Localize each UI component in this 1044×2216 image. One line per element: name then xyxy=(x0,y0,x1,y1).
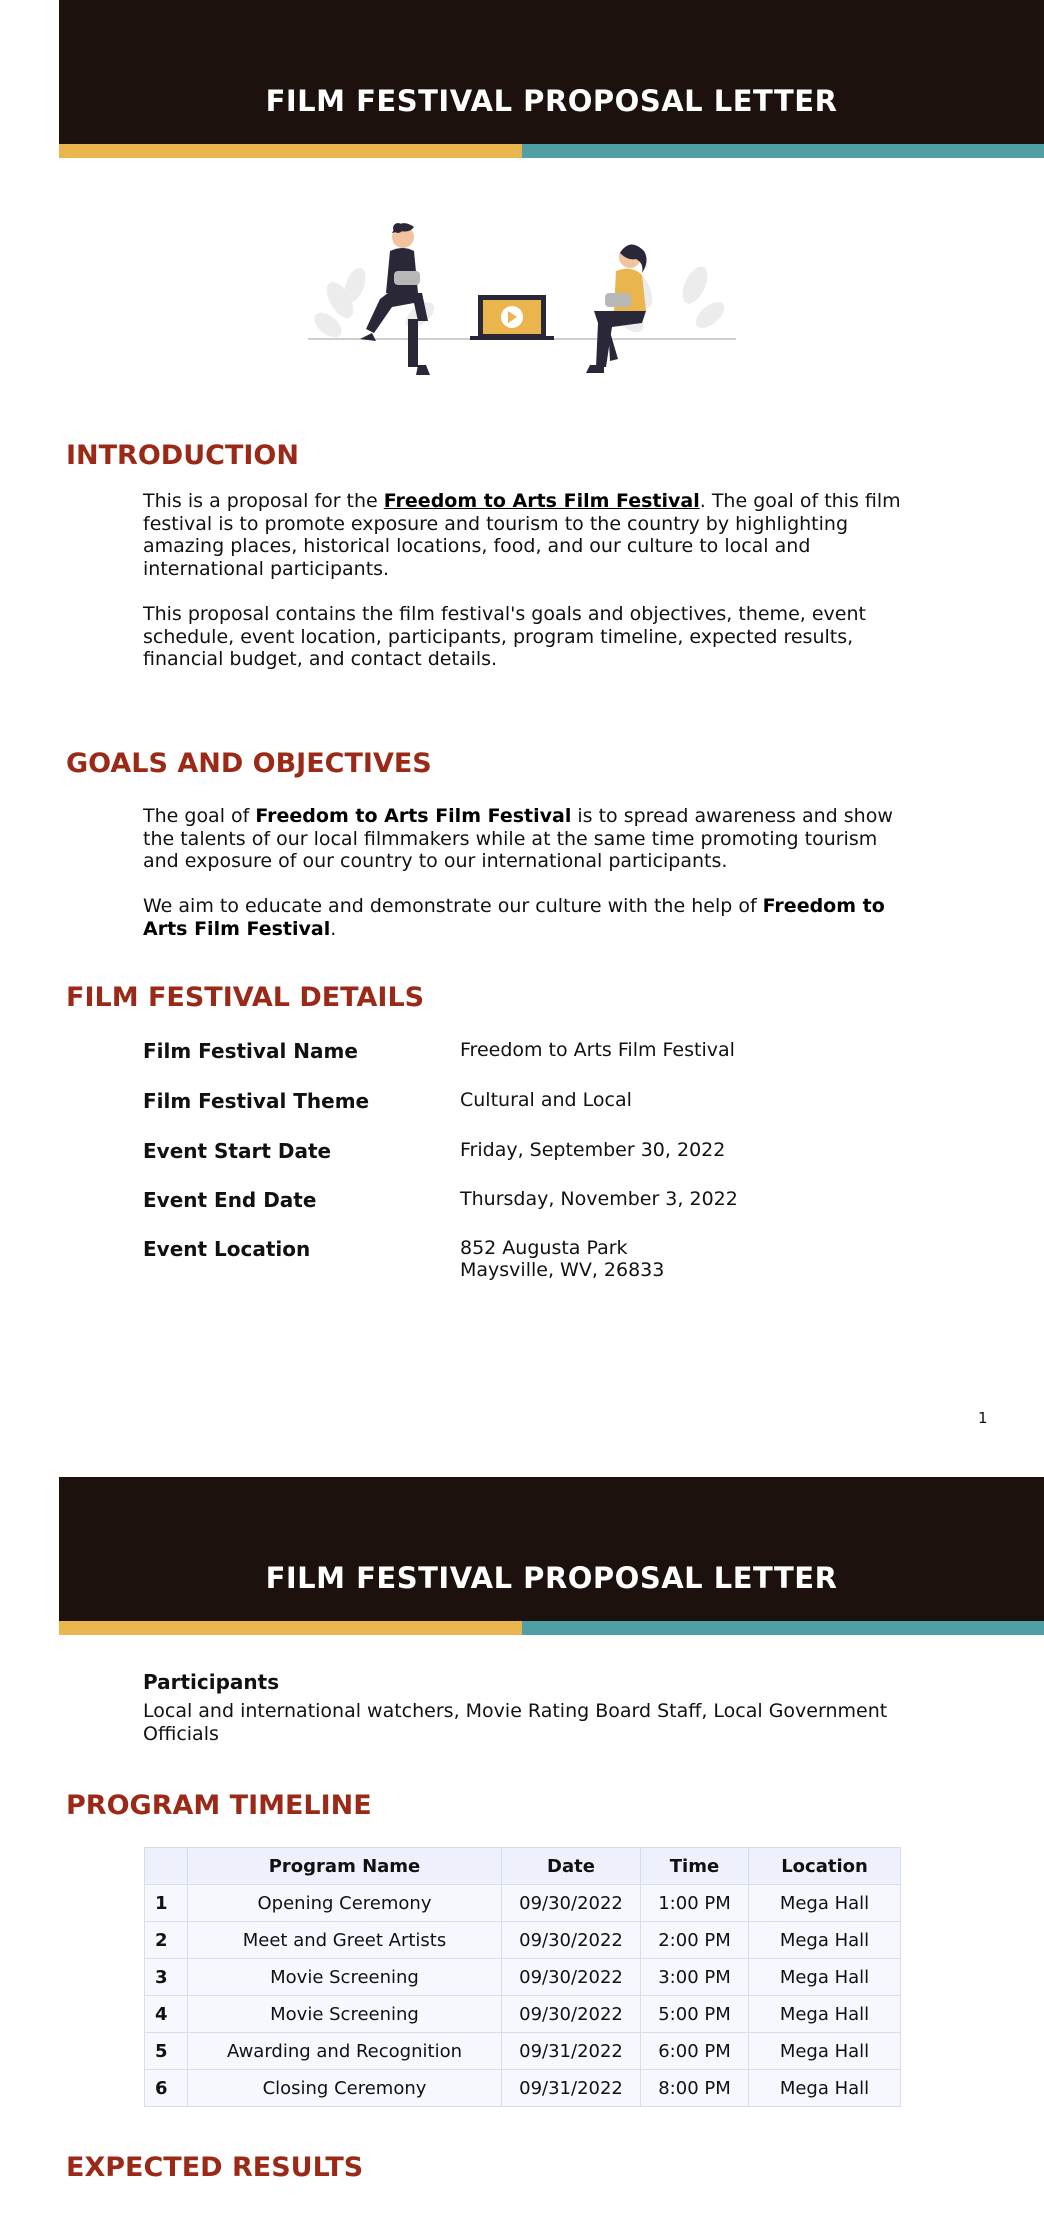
time-cell: 6:00 PM xyxy=(641,2033,749,2070)
goals-text-2: We aim to educate and demonstrate our culture with the help of xyxy=(143,895,763,917)
festival-name-link[interactable]: Freedom to Arts Film Festival xyxy=(383,490,700,512)
time-cell: 2:00 PM xyxy=(641,1922,749,1959)
location-cell: Mega Hall xyxy=(749,2070,901,2107)
detail-value-name: Freedom to Arts Film Festival xyxy=(460,1039,735,1061)
date-cell: 09/31/2022 xyxy=(502,2070,641,2107)
time-cell: 3:00 PM xyxy=(641,1959,749,1996)
goals-paragraph-2 xyxy=(143,895,903,940)
column-header-program: Program Name xyxy=(188,1848,502,1885)
time-cell: 5:00 PM xyxy=(641,1996,749,2033)
location-cell: Mega Hall xyxy=(749,1922,901,1959)
document-title-page2: FILM FESTIVAL PROPOSAL LETTER xyxy=(265,1561,838,1595)
location-cell: Mega Hall xyxy=(749,1996,901,2033)
table-row xyxy=(145,1922,901,1959)
document-title: FILM FESTIVAL PROPOSAL LETTER xyxy=(265,84,838,118)
table-row xyxy=(145,2070,901,2107)
program-name-cell: Awarding and Recognition xyxy=(188,2033,502,2070)
row-index: 6 xyxy=(145,2070,188,2107)
location-line-1: 852 Augusta Park xyxy=(460,1237,628,1259)
row-index: 1 xyxy=(145,1885,188,1922)
location-line-2: Maysville, WV, 26833 xyxy=(460,1259,665,1281)
header-stripe-gold xyxy=(59,144,522,158)
table-row xyxy=(145,2033,901,2070)
expected-results-heading: EXPECTED RESULTS xyxy=(66,2152,364,2183)
location-cell: Mega Hall xyxy=(749,2033,901,2070)
intro-text: This is a proposal for the xyxy=(143,490,384,512)
time-cell: 8:00 PM xyxy=(641,2070,749,2107)
program-timeline-table xyxy=(144,1847,901,2107)
detail-value-location xyxy=(460,1237,664,1281)
column-header-date: Date xyxy=(502,1848,641,1885)
detail-label-start-date: Event Start Date xyxy=(143,1139,332,1163)
page-number: 1 xyxy=(978,1409,988,1427)
time-cell: 1:00 PM xyxy=(641,1885,749,1922)
detail-value-end-date: Thursday, November 3, 2022 xyxy=(460,1188,738,1210)
row-index: 2 xyxy=(145,1922,188,1959)
date-cell: 09/31/2022 xyxy=(502,2033,641,2070)
goals-text-2-end: . xyxy=(330,917,337,940)
page1-header xyxy=(59,0,1044,144)
intro-paragraph-1 xyxy=(143,490,903,580)
participants-label: Participants xyxy=(143,1670,280,1694)
column-header-index xyxy=(145,1848,188,1885)
film-watching-illustration xyxy=(300,215,750,395)
location-cell: Mega Hall xyxy=(749,1959,901,1996)
column-header-time: Time xyxy=(641,1848,749,1885)
program-name-cell: Movie Screening xyxy=(188,1959,502,1996)
detail-label-name: Film Festival Name xyxy=(143,1039,358,1063)
table-header-row xyxy=(145,1848,901,1885)
page2-header xyxy=(59,1477,1044,1621)
column-header-location: Location xyxy=(749,1848,901,1885)
table-row xyxy=(145,1885,901,1922)
detail-label-location: Event Location xyxy=(143,1237,311,1261)
program-name-cell: Closing Ceremony xyxy=(188,2070,502,2107)
location-cell: Mega Hall xyxy=(749,1885,901,1922)
date-cell: 09/30/2022 xyxy=(502,1959,641,1996)
header-stripe-teal xyxy=(522,144,1044,158)
details-heading: FILM FESTIVAL DETAILS xyxy=(66,982,425,1013)
goals-festival-name: Freedom to Arts Film Festival xyxy=(255,805,572,827)
header-stripe-gold-page2 xyxy=(59,1621,522,1635)
program-name-cell: Meet and Greet Artists xyxy=(188,1922,502,1959)
goals-text: The goal of xyxy=(143,805,256,827)
date-cell: 09/30/2022 xyxy=(502,1996,641,2033)
detail-value-start-date: Friday, September 30, 2022 xyxy=(460,1139,726,1161)
date-cell: 09/30/2022 xyxy=(502,1922,641,1959)
participants-text: Local and international watchers, Movie Rating Board Staff, Local Government Officials xyxy=(143,1700,888,1745)
intro-paragraph-2: This proposal contains the film festival's goals and objectives, theme, event schedule, event location, participants, program timeline, expected results, financial budget, and contact details. xyxy=(143,603,866,670)
row-index: 3 xyxy=(145,1959,188,1996)
table-row xyxy=(145,1959,901,1996)
row-index: 4 xyxy=(145,1996,188,2033)
program-name-cell: Movie Screening xyxy=(188,1996,502,2033)
goals-text-cont: is to spread awareness and show the talents of our local filmmakers while at the same time promoting tourism and exposure of our country to our international participants. xyxy=(143,805,893,872)
detail-label-end-date: Event End Date xyxy=(143,1188,317,1212)
table-row xyxy=(145,1996,901,2033)
detail-value-theme: Cultural and Local xyxy=(460,1089,632,1111)
header-stripe-teal-page2 xyxy=(522,1621,1044,1635)
detail-label-theme: Film Festival Theme xyxy=(143,1089,370,1113)
intro-heading: INTRODUCTION xyxy=(66,440,299,471)
goals-heading: GOALS AND OBJECTIVES xyxy=(66,748,432,779)
intro-text-cont: . The goal of this film festival is to promote exposure and tourism to the country by highlighting amazing places, historical locations, food, and our culture to local and international participants. xyxy=(143,490,901,580)
goals-festival-name-2: Freedom to Arts Film Festival xyxy=(143,895,885,940)
timeline-heading: PROGRAM TIMELINE xyxy=(66,1790,372,1821)
date-cell: 09/30/2022 xyxy=(502,1885,641,1922)
program-name-cell: Opening Ceremony xyxy=(188,1885,502,1922)
goals-paragraph-1 xyxy=(143,805,903,873)
row-index: 5 xyxy=(145,2033,188,2070)
